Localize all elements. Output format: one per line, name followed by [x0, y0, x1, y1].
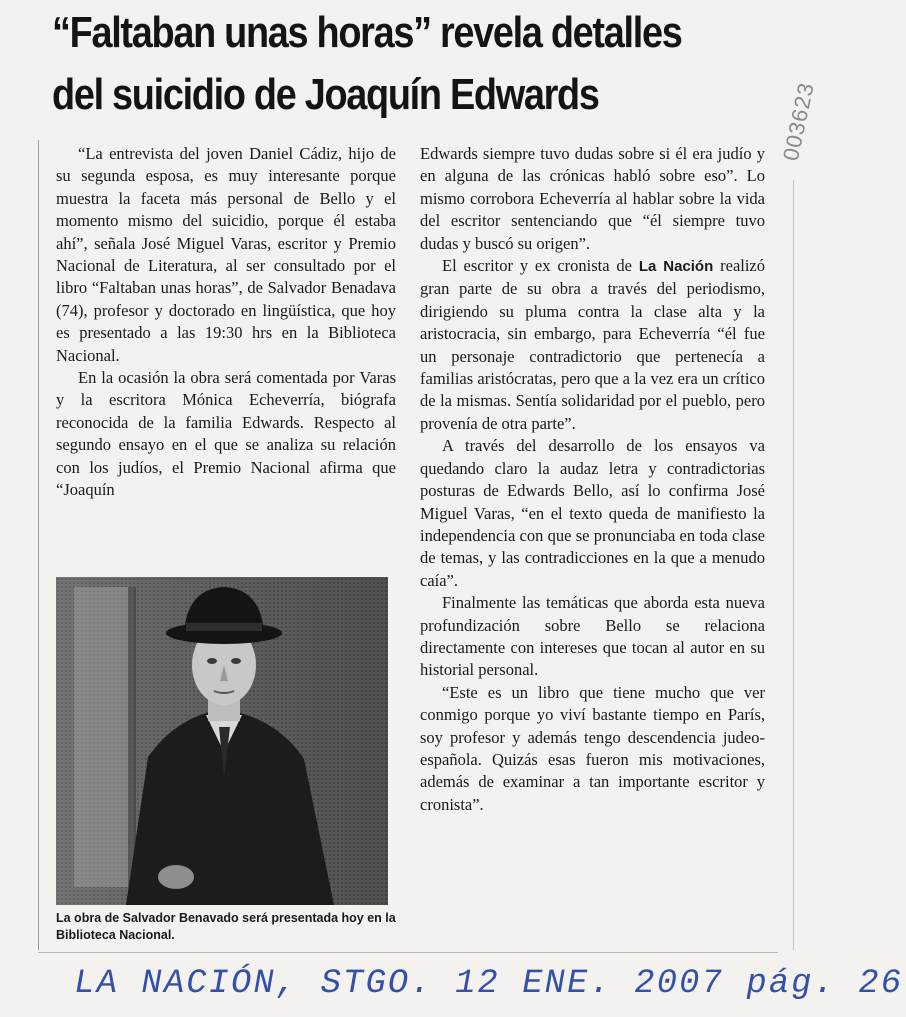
portrait-illustration	[56, 577, 388, 905]
headline-line-2: del suicidio de Joaquín Edwards	[52, 70, 599, 119]
paragraph: En la ocasión la obra será comentada por Varas y la escritora Mónica Echeverría, biógrafa reconocida de la familia Edwards. Respecto al segundo ensayo en el que se analiza su relación con los judíos, el Premio Nacional afirma que “Joaquín	[56, 368, 396, 500]
bottom-rule	[38, 952, 778, 953]
headline	[52, 2, 688, 126]
newspaper-name: La Nación	[638, 258, 714, 276]
photo-caption: La obra de Salvador Benavado será presentada hoy en la Biblioteca Nacional.	[56, 911, 396, 942]
paragraph: Edwards siempre tuvo dudas sobre si él era judío y en alguna de las crónicas habló sobre eso”. Lo mismo corrobora Echeverría al hablar sobre la vida del escritor sentenciando que “él siempre tuvo dudas y buscó su origen”.	[420, 144, 765, 253]
article-column-right	[420, 143, 765, 816]
handwritten-source-note: LA NACIÓN, STGO. 12 ENE. 2007 pág. 26	[70, 965, 906, 1003]
right-margin-rule	[793, 180, 794, 950]
archive-stamp: 003623	[777, 80, 819, 163]
headline-line-1: “Faltaban unas horas” revela detalles	[52, 8, 682, 57]
paragraph: Finalmente las temáticas que aborda esta nueva profundización sobre Bello se relaciona directamente con intereses que tocan al autor en su historial personal.	[420, 593, 765, 680]
paragraph: “La entrevista del joven Daniel Cádiz, hijo de su segunda esposa, es muy interesante porque muestra la faceta más personal de Bello y el momento mismo del suicidio, porque él estaba ahí”, señala José Miguel Varas, escritor y Premio Nacional de Literatura, al ser consultado por el libro “Faltaban unas horas”, de Salvador Benadava (74), profesor y doctorado en lingüística, que hoy es presentado a las 19:30 hrs en la Biblioteca Nacional.	[56, 144, 396, 365]
paragraph	[420, 255, 765, 435]
paragraph: “Este es un libro que tiene mucho que ver conmigo porque yo viví bastante tiempo en París, soy profesor y además tengo descendencia judeo-española. Quizás esas fueron mis motivaciones, además de examinar a tan importante escritor y cronista”.	[420, 682, 765, 814]
paragraph: A través del desarrollo de los ensayos va quedando claro la audaz letra y contradictorias posturas de Edwards Bello, así lo confirma José Miguel Varas, “en el texto queda de manifiesto la independencia con que se pronunciaba en toda clase de temas, y las contradicciones en la que a menudo caía”.	[420, 436, 765, 590]
paragraph-text: realizó gran parte de su obra a través del periodismo, dirigiendo su pluma contra la clase alta y la aristocracia, sin embargo, para Echeverría “él fue un personaje contradictorio que pertenecía a familias aristócratas, pero que a la vez era un crítico de la mismas. Sentía solidaridad por el pueblo, pero provenía de otra parte”.	[420, 256, 766, 433]
paragraph-text: El escritor y ex cronista de	[442, 256, 632, 276]
author-photo	[56, 577, 388, 905]
article-column-left	[56, 143, 396, 502]
left-margin-rule	[38, 140, 39, 950]
